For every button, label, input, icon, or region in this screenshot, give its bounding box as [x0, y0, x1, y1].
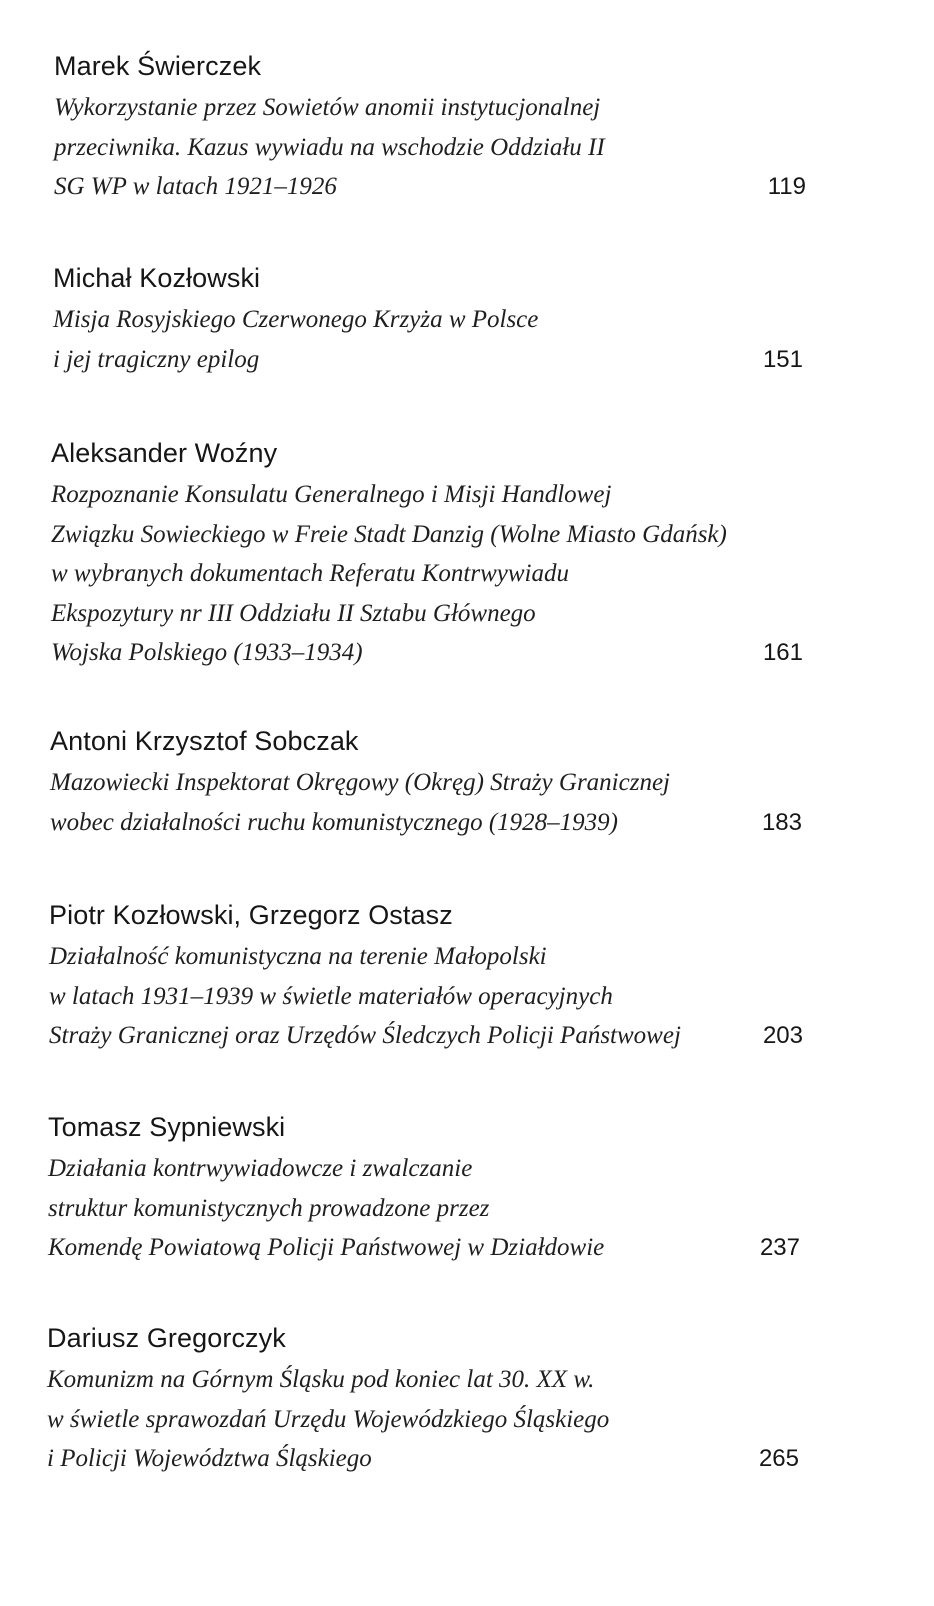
entry-title	[53, 300, 803, 379]
entry-title	[49, 937, 803, 1056]
title-line: w latach 1931–1939 w świetle materiałów operacyjnych	[49, 982, 613, 1010]
toc-entry	[54, 48, 806, 207]
title-line: Działania kontrwywiadowcze i zwalczanie	[48, 1155, 473, 1182]
page-number: 265	[758, 1445, 799, 1472]
entry-author: Tomasz Sypniewski	[48, 1112, 286, 1142]
entry-author: Aleksander Woźny	[51, 438, 278, 468]
title-line: SG WP w latach 1921–1926	[54, 173, 337, 200]
title-line: i jej tragiczny epilog	[53, 345, 260, 373]
title-line: Straży Granicznej oraz Urzędów Śledczych Policji Państwowej	[49, 1022, 681, 1049]
title-line: Misja Rosyjskiego Czerwonego Krzyża w Polsce	[53, 306, 539, 333]
title-line: Związku Sowieckiego w Freie Stadt Danzig (Wolne Miasto Gdańsk)	[51, 520, 727, 548]
title-line: Komendę Powiatową Policji Państwowej w Działdowie	[48, 1234, 605, 1261]
toc-entry	[51, 435, 803, 673]
toc-entry	[48, 1109, 800, 1268]
page-number: 237	[759, 1234, 800, 1261]
toc-entry	[47, 1320, 799, 1479]
toc-entry	[53, 260, 803, 379]
title-line: Działalność komunistyczna na terenie Małopolski	[49, 943, 547, 970]
entry-author: Antoni Krzysztof Sobczak	[50, 726, 359, 756]
entry-author: Piotr Kozłowski, Grzegorz Ostasz	[49, 900, 453, 930]
toc-entry	[49, 897, 803, 1056]
page-number: 161	[762, 639, 803, 666]
entry-author: Dariusz Gregorczyk	[47, 1323, 286, 1353]
page-number: 119	[767, 173, 806, 200]
entry-author: Marek Świerczek	[54, 51, 262, 81]
title-line: Wojska Polskiego (1933–1934)	[51, 639, 363, 666]
title-line: struktur komunistycznych prowadzone przez	[48, 1194, 490, 1222]
title-line: Komunizm na Górnym Śląsku pod koniec lat 30. XX w.	[47, 1366, 595, 1393]
title-line: przeciwnika. Kazus wywiadu na wschodzie Oddziału II	[54, 133, 605, 161]
entry-title	[47, 1360, 799, 1479]
page-number: 151	[762, 345, 803, 373]
page-number: 183	[761, 808, 802, 836]
entry-title	[51, 475, 803, 673]
entry-title	[50, 763, 802, 842]
title-line: Ekspozytury nr III Oddziału II Sztabu Głównego	[51, 599, 536, 627]
entry-author: Michał Kozłowski	[53, 263, 261, 293]
page-number: 203	[762, 1022, 803, 1049]
title-line: i Policji Województwa Śląskiego	[47, 1445, 372, 1472]
title-line: w wybranych dokumentach Referatu Kontrwywiadu	[51, 560, 569, 587]
title-line: Wykorzystanie przez Sowietów anomii instytucjonalnej	[54, 94, 601, 121]
entry-title	[54, 88, 806, 207]
title-line: w świetle sprawozdań Urzędu Wojewódzkiego Śląskiego	[47, 1405, 610, 1433]
title-line: wobec działalności ruchu komunistycznego (1928–1939)	[50, 808, 618, 836]
toc-entry	[50, 723, 802, 842]
entry-title	[48, 1149, 800, 1268]
title-line: Rozpoznanie Konsulatu Generalnego i Misji Handlowej	[51, 481, 612, 508]
title-line: Mazowiecki Inspektorat Okręgowy (Okręg) Straży Granicznej	[50, 769, 670, 796]
